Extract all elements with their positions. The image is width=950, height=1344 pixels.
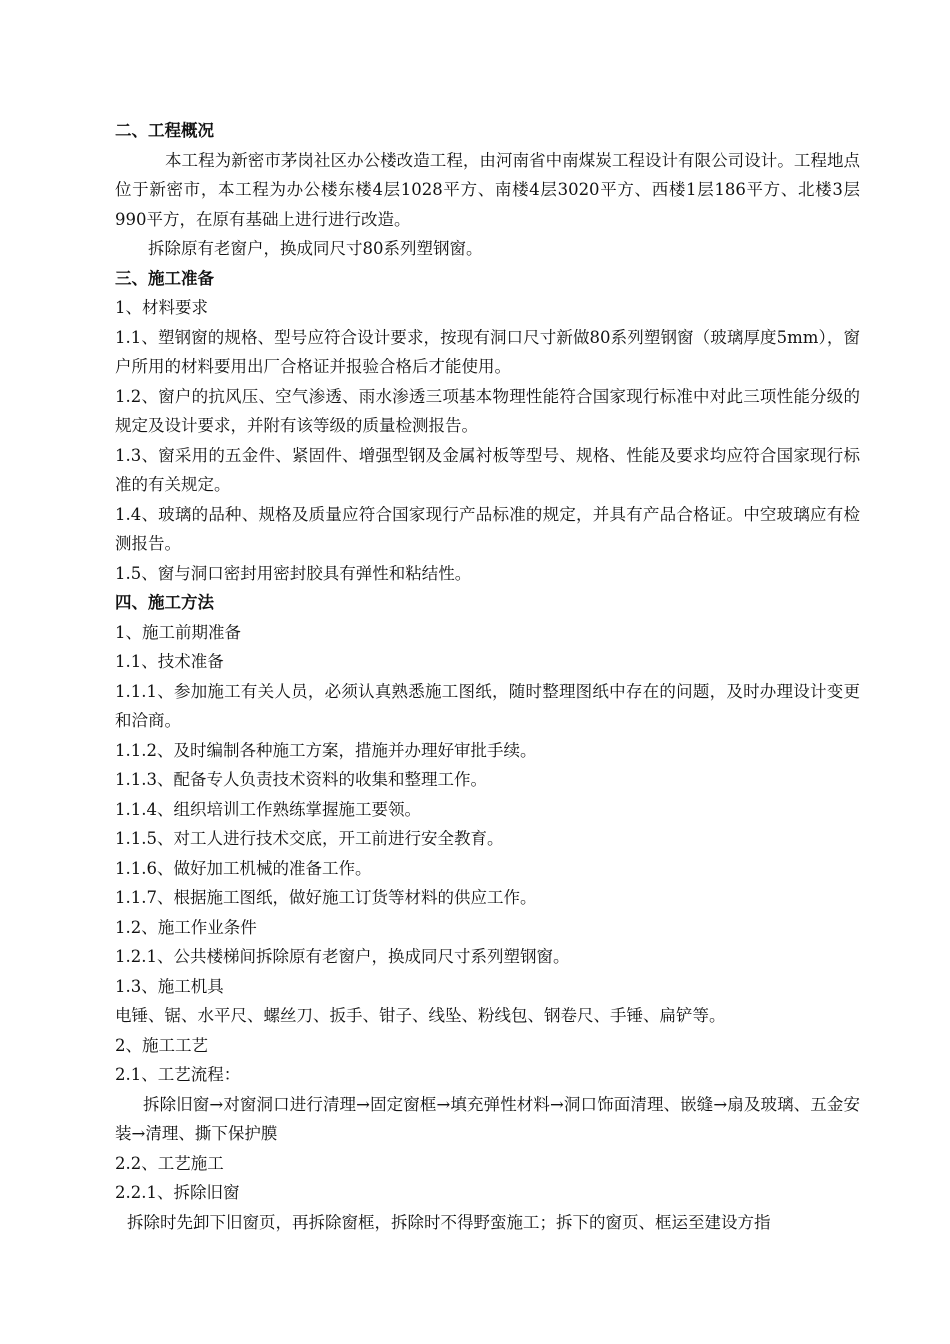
paragraph-tools-list: 电锤、锯、水平尺、螺丝刀、扳手、钳子、线坠、粉线包、钢卷尺、手锤、扁铲等。 — [115, 1006, 726, 1025]
item-1-3: 1.3、窗采用的五金件、紧固件、增强型钢及金属衬板等型号、规格、性能及要求均应符合国家现行标准的有关规定。 — [115, 445, 860, 494]
subheading-pre-construction: 1、施工前期准备 — [115, 622, 241, 642]
subheading-technical-preparation: 1.1、技术准备 — [115, 652, 224, 671]
paragraph-remove-old-windows: 拆除时先卸下旧窗页，再拆除窗框，拆除时不得野蛮施工；拆下的窗页、框运至建设方指 — [127, 1212, 771, 1232]
document-body — [115, 116, 860, 1237]
item-1-1-4: 1.1.4、组织培训工作熟练掌握施工要领。 — [115, 799, 421, 819]
subheading-process: 2、施工工艺 — [115, 1035, 208, 1055]
subheading-tools: 1.3、施工机具 — [115, 976, 224, 996]
subheading-remove-old-windows: 2.2.1、拆除旧窗 — [115, 1183, 240, 1202]
subheading-material-requirements: 1、材料要求 — [115, 298, 208, 317]
item-1-2: 1.2、窗户的抗风压、空气渗透、雨水渗透三项基本物理性能符合国家现行标准中对此三项性能分级的规定及设计要求，并附有该等级的质量检测报告。 — [115, 386, 860, 435]
subheading-process-flow: 2.1、工艺流程： — [115, 1065, 241, 1084]
section-heading-methods: 四、施工方法 — [115, 593, 214, 612]
item-1-2-1: 1.2.1、公共楼梯间拆除原有老窗户，换成同尺寸系列塑钢窗。 — [115, 947, 570, 966]
item-1-1-6: 1.1.6、做好加工机械的准备工作。 — [115, 858, 372, 878]
paragraph-window-replacement: 拆除原有老窗户，换成同尺寸80系列塑钢窗。 — [148, 239, 483, 258]
item-1-1-5: 1.1.5、对工人进行技术交底，开工前进行安全教育。 — [115, 829, 504, 848]
item-1-5: 1.5、窗与洞口密封用密封胶具有弹性和粘结性。 — [115, 563, 472, 583]
item-1-1-2: 1.1.2、及时编制各种施工方案，措施并办理好审批手续。 — [115, 740, 537, 760]
item-1-1-3: 1.1.3、配备专人负责技术资料的收集和整理工作。 — [115, 770, 487, 789]
section-heading-preparation: 三、施工准备 — [115, 268, 214, 288]
item-1-1-1: 1.1.1、参加施工有关人员，必须认真熟悉施工图纸，随时整理图纸中存在的问题，及时办理设计变更和洽商。 — [115, 681, 860, 730]
paragraph-process-flow: 拆除旧窗→对窗洞口进行清理→固定窗框→填充弹性材料→洞口饰面清理、嵌缝→扇及玻璃、五金安装→清理、撕下保护膜 — [115, 1094, 860, 1143]
subheading-process-construction: 2.2、工艺施工 — [115, 1153, 224, 1173]
section-heading-overview: 二、工程概况 — [115, 121, 214, 140]
item-1-4: 1.4、玻璃的品种、规格及质量应符合国家现行产品标准的规定，并具有产品合格证。中空玻璃应有检测报告。 — [115, 504, 860, 553]
item-1-1: 1.1、塑钢窗的规格、型号应符合设计要求，按现有洞口尺寸新做80系列塑钢窗（玻璃厚度5mm），窗户所用的材料要用出厂合格证并报验合格后才能使用。 — [115, 327, 860, 376]
subheading-work-conditions: 1.2、施工作业条件 — [115, 917, 257, 937]
paragraph-overview: 本工程为新密市茅岗社区办公楼改造工程，由河南省中南煤炭工程设计有限公司设计。工程地点位于新密市，本工程为办公楼东楼4层1028平方、南楼4层3020平方、西楼1层186平方、北楼3层990平方，在原有基础上进行进行改造。 — [115, 150, 860, 229]
item-1-1-7: 1.1.7、根据施工图纸，做好施工订货等材料的供应工作。 — [115, 888, 537, 907]
